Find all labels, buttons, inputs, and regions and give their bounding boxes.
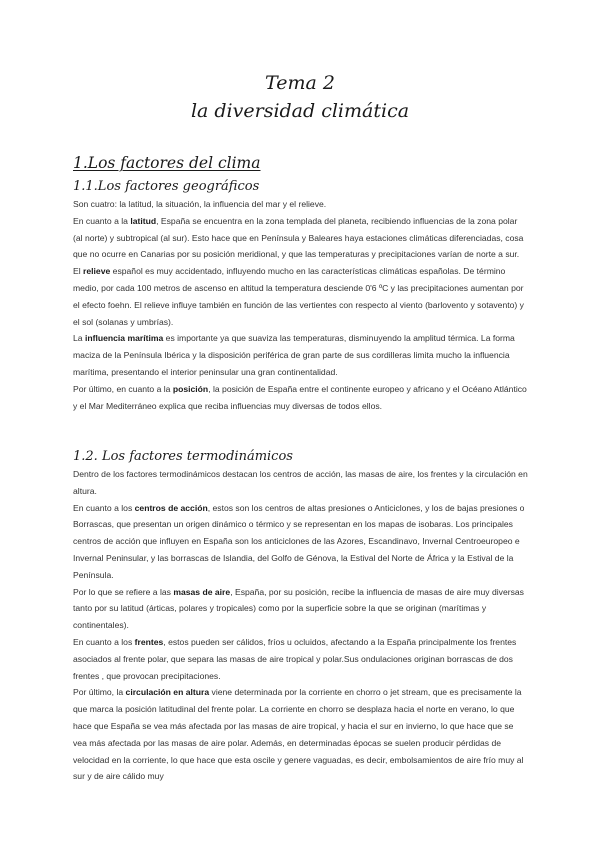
paragraph-posicion-post: , la posición de España entre el continente europeo y africano y el Océano Atlántico y el Mar Mediterráneo explica que reciba influencias muy diversas de todos ellos. — [73, 383, 527, 411]
paragraph-masas-post: , España, por su posición, recibe la influencia de masas de aire muy diversas tanto por su latitud (árticas, polares y tropicales) como por la superficie sobre la que se originan (marítimas y continentales). — [73, 586, 524, 631]
paragraph-intro: Son cuatro: la latitud, la situación, la influencia del mar y el relieve. — [73, 199, 327, 209]
paragraph-latitud — [73, 213, 529, 263]
paragraph-relieve-pre: El — [73, 266, 84, 277]
paragraph-maritima-pre: La — [73, 333, 85, 344]
paragraph-frentes-pre: En cuanto a los — [73, 636, 135, 647]
title-line-2: la diversidad climática — [190, 100, 410, 122]
paragraph-centros-post: , estos son los centros de altas presiones o Anticiclones, y los de bajas presiones o Borrascas, que presentan un origen dinámico o térmico y se representan en los mapas de isobaras. Los principales centros de acción que influyen en España son los anticiclones de las Azores, Escandinavo, Invernal Centroeuropeo e Invernal Peninsular, y las borrascas de Islandia, del Golfo de Génova, la Estival del Norte de África y la Estival de la Península. — [73, 502, 525, 580]
term-relieve: relieve — [83, 266, 111, 277]
paragraph-latitud-pre: En cuanto a la — [73, 215, 131, 226]
term-masas-de-aire: masas de aire — [173, 586, 231, 597]
paragraph-posicion-pre: Por último, en cuanto a la — [73, 383, 173, 394]
paragraph-influencia-maritima — [73, 330, 529, 380]
paragraph-relieve-post: español es muy accidentado, influyendo mucho en las características climáticas españolas. De término medio, por cada 100 metros de ascenso en altitud la temperatura desciende 0'6 ºC y las precipitaciones aumentan por el efecto foehn. El relieve influye también en función de las vertientes con respecto al viento (barlovento y sotavento) y el sol (solanas y umbrías). — [73, 266, 524, 327]
paragraph-frentes-post: , estos pueden ser cálidos, fríos u ocluidos, afectando a la España principalmente los frentes asociados al frente polar, que separa las masas de aire tropical y polar.Sus ondulaciones originan borrascas de dos frentes , que provocan precipitaciones. — [73, 636, 517, 681]
paragraph-circulacion-pre: Por último, la — [73, 687, 126, 698]
term-posicion: posición — [172, 383, 209, 394]
paragraph-maritima-post: es importante ya que suaviza las temperaturas, disminuyendo la amplitud térmica. La forma maciza de la Península Ibérica y la disposición periférica de gran parte de sus cordilleras limita mucho la influencia marítima, presentando el interior peninsular una gran continentalidad. — [73, 333, 515, 377]
subsection-1-1-heading: 1.1.Los factores geográficos — [73, 179, 260, 194]
term-circulacion-en-altura: circulación en altura — [125, 687, 210, 698]
paragraph-circulacion-en-altura — [73, 684, 529, 785]
paragraph-masas-de-aire — [73, 584, 529, 634]
section-1-2-body — [73, 466, 529, 785]
paragraph-centros-de-accion — [73, 500, 529, 584]
term-frentes: frentes — [134, 636, 164, 647]
section-1-1-body — [73, 196, 529, 414]
term-latitud: latitud — [130, 215, 157, 226]
term-centros-de-accion: centros de acción — [134, 502, 208, 513]
paragraph-posicion — [73, 381, 529, 415]
paragraph-termo-intro: Dentro de los factores termodinámicos destacan los centros de acción, las masas de aire, los frentes y la circulación en altura. — [73, 469, 528, 496]
paragraph-latitud-post: , España se encuentra en la zona templada del planeta, recibiendo influencias de la zona polar (al norte) y subtropical (al sur). Esto hace que en Península y Baleares haya estaciones climáticas diferenciadas, cosa que no ocurre en Canarias por su posición meridional, y que las temperaturas y precipitaciones varían de norte a sur. — [73, 215, 524, 260]
title-line-1: Tema 2 — [265, 72, 335, 94]
paragraph-masas-pre: Por lo que se refiere a las — [73, 586, 174, 597]
paragraph-circulacion-post: viene determinada por la corriente en chorro o jet stream, que es precisamente la que marca la posición latitudinal del frente polar. La corriente en chorro se desplaza hacia el norte en verano, lo que hace que España se vea más afectada por las masas de aire tropical, y hacia el sur en invierno, lo que hace que se vea más afectada por las masas de aire polar. Además, en determinadas épocas se suelen producir pérdidas de velocidad en la corriente, lo que hace que esta oscile y genere vaguadas, es decir, embolsamientos de aire frío muy al sur y de aire cálido muy — [73, 687, 524, 782]
paragraph-relieve — [73, 263, 529, 330]
paragraph-centros-pre: En cuanto a los — [73, 502, 135, 513]
term-influencia-maritima: influencia marítima — [84, 333, 164, 344]
paragraph-frentes — [73, 634, 529, 684]
section-1-heading: 1.Los factores del clima — [73, 154, 261, 172]
subsection-1-2-heading: 1.2. Los factores termodinámicos — [73, 449, 293, 464]
